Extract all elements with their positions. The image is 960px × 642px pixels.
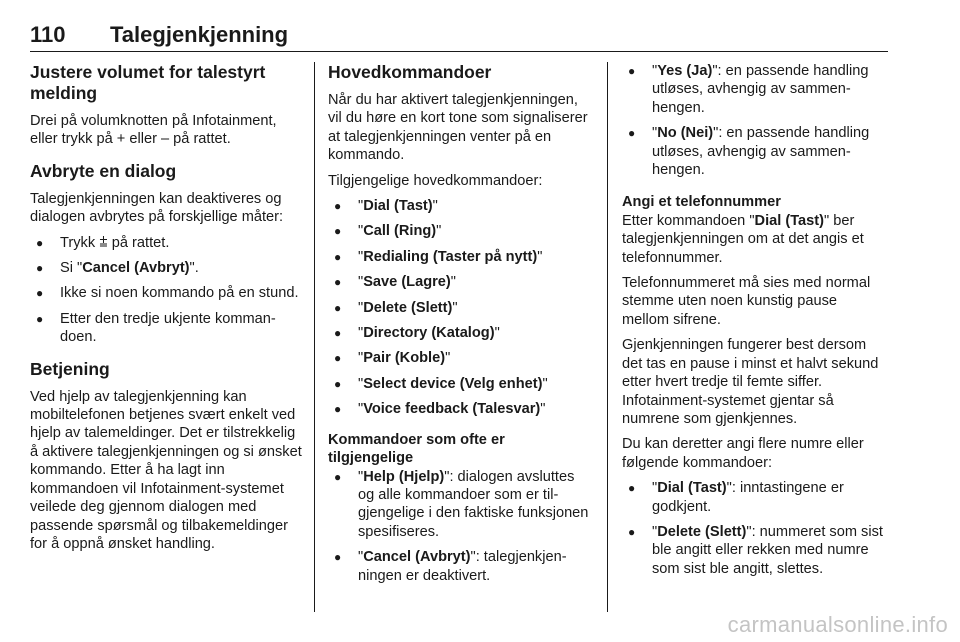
section-operation [30,359,302,554]
paragraph: Ved hjelp av talegjenkjenning kan mobiltelefonen betjenes svært enkelt ved hjelp av talemeldinger. Det er tilstrekkelig å aktivere talegjenkjenningen og si ønsket kommando. Etter å ha lagt inn kommandoen vil Infotainment-systemet veilede deg gjennom dialogen med passende spørsmål og tilbakemeldinger for å oppnå ønsket handling. [30,388,302,552]
text: Si " [60,260,83,277]
text: : en passende handling utløses, avhengig av sammenhengen. [652,63,869,116]
text: : nummeret som sist ble angitt eller rekken med numre som sist ble angitt, slettes. [652,523,883,577]
command-list-item: ● "Voice feedback (Talesvar)" [328,400,590,418]
command-name: Directory (Katalog) [363,325,495,342]
section-heading: Justere volumet for talestyrt melding [30,62,266,103]
command-list-item: ● "Select device (Velg enhet)" [328,375,590,393]
command-list-item: ● "Save (Lagre)" [328,273,590,291]
bullet-list [30,234,302,347]
list-item: ● "No (Nei)": en passende handling utløses, avhengig av sammenhengen. [622,124,888,179]
column-divider [607,62,608,612]
section-cancel [30,161,302,347]
command-name: Select device (Velg enhet) [363,375,543,392]
list-item: ● "Delete (Slett)": nummeret som sist ble angitt eller rekken med numre som sist ble angitt, slettes. [622,523,888,578]
section-heading: Betjening [30,358,110,379]
list-item: ● "Yes (Ja)": en passende handling utløses, avhengig av sammenhengen. [622,62,888,117]
paragraph: Du kan deretter angi flere numre eller følgende kommandoer: [622,436,864,471]
page-title: Talegjenkjenning [110,22,289,47]
text: " ber talegjenkjenningen om at det angis et telefonnummer. [622,212,864,266]
paragraph: Når du har aktivert talegjenkjenningen, vil du høre en kort tone som signaliserer at talegjenkjenningen venter på en kommando. [328,92,588,164]
command-list-item: ● "Dial (Tast)" [328,197,590,215]
command-list-item: ● "Pair (Koble)" [328,349,590,367]
text: : talegjenkjenningen er deaktivert. [358,549,567,584]
header-divider [30,51,888,52]
list-item: ● "Cancel (Avbryt)": talegjenkjenningen er deaktivert. [328,548,590,585]
command-name: Save (Lagre) [363,274,451,291]
command-name: Cancel (Avbryt) [82,260,190,277]
column-1 [30,62,302,565]
watermark: carmanualsonline.info [727,612,948,637]
subsection-heading: Angi et telefonnummer [622,194,781,211]
command-name: Help (Hjelp) [363,468,445,485]
command-list-item: ● "Delete (Slett)" [328,299,590,317]
text: ". [189,260,199,277]
command-name: Cancel (Avbryt) [363,549,471,566]
list-item [30,234,302,252]
section-volume [30,62,302,149]
column-2 [328,62,590,592]
text: Etter kommandoen " [622,212,755,229]
command-name: Voice feedback (Talesvar) [363,401,541,418]
bullet-list [622,479,888,578]
paragraph [622,212,888,267]
section-main-commands [328,62,590,419]
command-name: Pair (Koble) [363,350,446,367]
subsection-heading: Kommandoer som ofte er tilgjengelige [328,431,505,467]
command-name: Yes (Ja) [657,63,713,79]
text: : en passende handling utløses, avhengig av sammenhengen. [652,125,870,179]
command-name: No (Nei) [657,125,714,142]
list-item: ● Ikke si noen kommando på en stund. [30,284,302,302]
command-name: Delete (Slett) [363,299,453,316]
command-name: Delete (Slett) [657,523,747,540]
paragraph: Gjenkjenningen fungerer best dersom det tas en pause i minst et halvt sekund etter hvert tredje til femte siffer. Infotainment-systemet gjentar så numrene som gjenkjennes. [622,337,879,427]
list-item: ● "Dial (Tast)": inntastingene er godkjent. [622,479,888,516]
command-name: Dial (Tast) [754,212,825,229]
command-name: Redialing (Taster på nytt) [363,248,538,265]
list-item: ● "Help (Hjelp)": dialogen avsluttes og alle kommandoer som er tilgjengelige i den faktiske funksjonen spesifiseres. [328,468,590,542]
section-heading: Avbryte en dialog [30,160,177,181]
command-list-item: ● "Directory (Katalog)" [328,324,590,342]
command-name: Call (Ring) [363,223,437,240]
list-item [30,259,302,277]
command-name: Dial (Tast) [657,480,727,497]
bullet-list [622,62,888,179]
text: Trykk [60,234,100,251]
column-divider [314,62,315,612]
command-list-item: ● "Call (Ring)" [328,222,590,240]
paragraph: Telefonnummeret må sies med normal stemme uten noen kunstig pause mellom sifrene. [622,275,871,328]
paragraph: Drei på volumknotten på Infotainment, eller trykk på + eller – på rattet. [30,113,277,148]
page-number: 110 [30,22,66,47]
command-list [328,197,590,419]
paragraph: Tilgjengelige hovedkommandoer: [328,172,543,189]
bullet-list [328,468,590,585]
voice-button-icon: ⩲ [99,234,108,251]
text: : inntastingene er godkjent. [652,480,844,515]
command-name: Dial (Tast) [363,198,433,215]
list-item: ● Etter den tredje ukjente kommandoen. [30,310,302,347]
command-list-item: ● "Redialing (Taster på nytt)" [328,248,590,266]
column-3 [622,62,888,585]
text: : dialogen avsluttes og alle kommandoer som er tilgjengelige i den faktiske funksjonen spesifiseres. [358,468,589,540]
paragraph: Talegjenkjenningen kan deaktiveres og dialogen avbrytes på forskjellige måter: [30,190,284,226]
section-heading: Hovedkommandoer [328,62,492,82]
text: på rattet. [107,234,170,251]
